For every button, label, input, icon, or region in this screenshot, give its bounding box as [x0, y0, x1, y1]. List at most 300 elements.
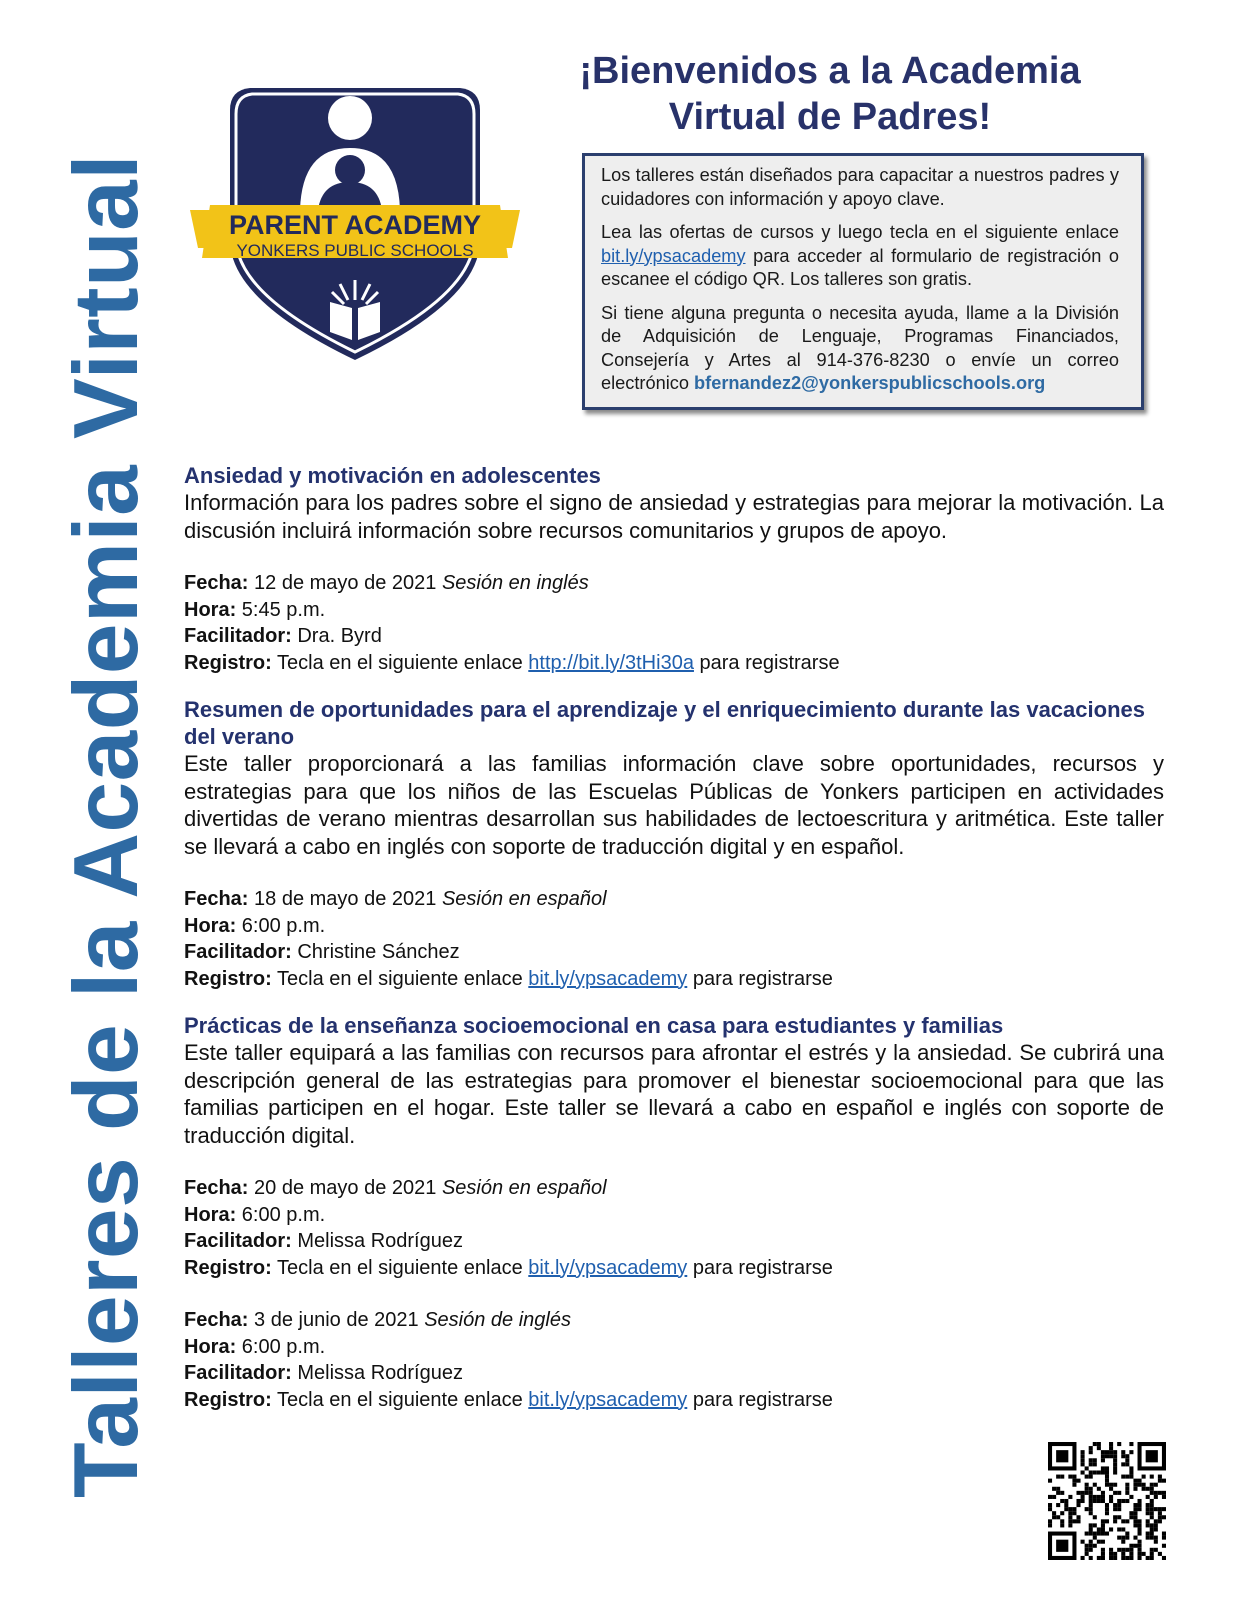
- qr-module: [1093, 1495, 1097, 1499]
- qr-module: [1113, 1450, 1117, 1454]
- session-facilitator: Christine Sánchez: [297, 941, 460, 963]
- qr-module: [1133, 1503, 1137, 1507]
- qr-module: [1121, 1499, 1125, 1503]
- hora-label: Hora:: [184, 1203, 237, 1226]
- qr-module: [1093, 1442, 1097, 1446]
- qr-module: [1048, 1519, 1052, 1523]
- qr-module: [1072, 1507, 1076, 1511]
- qr-module: [1158, 1491, 1162, 1495]
- qr-module: [1068, 1511, 1072, 1515]
- qr-module: [1133, 1536, 1137, 1540]
- workshop-item: [184, 696, 1164, 992]
- qr-module: [1089, 1470, 1093, 1474]
- session-details: [184, 886, 1164, 992]
- qr-module: [1133, 1483, 1137, 1487]
- session-date: 3 de junio de 2021: [254, 1309, 419, 1331]
- qr-module: [1052, 1495, 1056, 1499]
- qr-module: [1068, 1507, 1072, 1511]
- qr-module: [1113, 1491, 1117, 1495]
- qr-module: [1101, 1527, 1105, 1531]
- qr-finder: [1146, 1450, 1158, 1462]
- qr-module: [1129, 1515, 1133, 1519]
- qr-module: [1121, 1527, 1125, 1531]
- qr-module: [1109, 1446, 1113, 1450]
- qr-module: [1109, 1454, 1113, 1458]
- session-time: 6:00 p.m.: [241, 914, 326, 937]
- qr-module: [1113, 1466, 1117, 1470]
- session-facilitator: Melissa Rodríguez: [297, 1362, 463, 1384]
- session-time: 6:00 p.m.: [241, 1335, 326, 1358]
- qr-module: [1093, 1532, 1097, 1536]
- qr-module: [1085, 1532, 1089, 1536]
- qr-module: [1150, 1475, 1154, 1479]
- qr-module: [1109, 1552, 1113, 1556]
- qr-module: [1117, 1503, 1121, 1507]
- qr-module: [1093, 1483, 1097, 1487]
- facilitador-label: Facilitador:: [184, 1230, 292, 1252]
- hora-label: Hora:: [184, 1335, 237, 1358]
- qr-module: [1117, 1507, 1121, 1511]
- qr-module: [1129, 1552, 1133, 1556]
- qr-module: [1076, 1515, 1080, 1519]
- qr-module: [1117, 1499, 1121, 1503]
- facilitador-label: Facilitador:: [184, 1362, 292, 1384]
- qr-module: [1052, 1511, 1056, 1515]
- qr-module: [1105, 1519, 1109, 1523]
- session-language: Sesión en español: [441, 888, 607, 910]
- facilitador-label: Facilitador:: [184, 625, 292, 647]
- qr-module: [1133, 1479, 1137, 1483]
- qr-module: [1097, 1556, 1101, 1560]
- qr-module: [1089, 1544, 1093, 1548]
- workshop-item: [184, 1012, 1164, 1413]
- qr-module: [1154, 1523, 1158, 1527]
- session-details: [184, 1307, 1164, 1413]
- qr-module: [1101, 1532, 1105, 1536]
- session-facilitator: Melissa Rodríguez: [297, 1230, 463, 1252]
- session-details: [184, 1175, 1164, 1281]
- qr-module: [1064, 1507, 1068, 1511]
- qr-module: [1154, 1527, 1158, 1531]
- qr-module: [1101, 1495, 1105, 1499]
- registro-text: Tecla en el siguiente enlace: [277, 1256, 523, 1279]
- qr-module: [1146, 1532, 1150, 1536]
- qr-module: [1113, 1556, 1117, 1560]
- qr-module: [1097, 1487, 1101, 1491]
- qr-module: [1089, 1458, 1093, 1462]
- qr-module: [1138, 1503, 1142, 1507]
- qr-module: [1146, 1523, 1150, 1527]
- qr-module: [1105, 1454, 1109, 1458]
- qr-module: [1162, 1479, 1166, 1483]
- qr-module: [1081, 1470, 1085, 1474]
- facilitador-label: Facilitador:: [184, 941, 292, 963]
- logo-text-1: PARENT ACADEMY: [228, 210, 482, 240]
- hora-label: Hora:: [184, 598, 237, 621]
- qr-module: [1129, 1466, 1133, 1470]
- qr-module: [1113, 1458, 1117, 1462]
- qr-module: [1064, 1503, 1068, 1507]
- qr-module: [1162, 1491, 1166, 1495]
- qr-module: [1121, 1475, 1125, 1479]
- welcome-heading: [560, 48, 1100, 140]
- qr-module: [1158, 1552, 1162, 1556]
- qr-module: [1060, 1491, 1064, 1495]
- qr-module: [1129, 1442, 1133, 1446]
- info-p2-text: Lea las ofertas de cursos y luego tecla en el siguiente enlace: [601, 222, 1119, 242]
- session-language: Sesión de inglés: [424, 1309, 571, 1331]
- qr-module: [1068, 1523, 1072, 1527]
- session-date: 18 de mayo de 2021: [254, 888, 437, 910]
- qr-module: [1125, 1499, 1129, 1503]
- email-link[interactable]: bfernandez2@yonkerspublicschools.org: [694, 373, 1046, 393]
- workshop-item: [184, 462, 1164, 676]
- session-details: [184, 570, 1164, 676]
- qr-module: [1085, 1466, 1089, 1470]
- qr-module: [1113, 1515, 1117, 1519]
- qr-module: [1056, 1503, 1060, 1507]
- qr-module: [1158, 1511, 1162, 1515]
- qr-module: [1097, 1446, 1101, 1450]
- qr-module: [1125, 1536, 1129, 1540]
- registration-link[interactable]: bit.ly/ypsacademy: [601, 245, 746, 266]
- qr-module: [1056, 1515, 1060, 1519]
- qr-module: [1146, 1503, 1150, 1507]
- welcome-line-1: ¡Bienvenidos a la Academia: [579, 50, 1081, 92]
- qr-module: [1093, 1523, 1097, 1527]
- registro-label: Registro:: [184, 1256, 272, 1279]
- qr-module: [1068, 1519, 1072, 1523]
- workshop-title: Ansiedad y motivación en adolescentes: [184, 463, 601, 488]
- qr-module: [1101, 1556, 1105, 1560]
- qr-module: [1093, 1499, 1097, 1503]
- qr-module: [1150, 1483, 1154, 1487]
- qr-module: [1121, 1556, 1125, 1560]
- qr-module: [1056, 1475, 1060, 1479]
- registro-post: para registrarse: [692, 1256, 833, 1279]
- qr-module: [1117, 1491, 1121, 1495]
- qr-module: [1150, 1536, 1154, 1540]
- qr-module: [1121, 1462, 1125, 1466]
- qr-module: [1085, 1552, 1089, 1556]
- qr-module: [1162, 1495, 1166, 1499]
- qr-module: [1133, 1519, 1137, 1523]
- info-paragraph-1: Los talleres están diseñados para capacitar a nuestros padres y cuidadores con información y apoyo clave.: [601, 165, 1119, 209]
- qr-module: [1154, 1483, 1158, 1487]
- qr-module: [1056, 1487, 1060, 1491]
- qr-module: [1133, 1544, 1137, 1548]
- qr-module: [1129, 1548, 1133, 1552]
- side-title: Talleres de la Academia Virtual: [56, 153, 157, 1498]
- qr-module: [1133, 1523, 1137, 1527]
- qr-module: [1105, 1470, 1109, 1474]
- qr-module: [1076, 1479, 1080, 1483]
- qr-module: [1081, 1495, 1085, 1499]
- qr-module: [1097, 1499, 1101, 1503]
- qr-module: [1101, 1548, 1105, 1552]
- qr-module: [1138, 1519, 1142, 1523]
- session-link[interactable]: bit.ly/ypsacademy: [528, 967, 688, 990]
- qr-module: [1121, 1450, 1125, 1454]
- qr-module: [1060, 1519, 1064, 1523]
- qr-module: [1089, 1511, 1093, 1515]
- qr-module: [1105, 1507, 1109, 1511]
- session-link[interactable]: bit.ly/ypsacademy: [528, 1388, 688, 1411]
- qr-module: [1158, 1475, 1162, 1479]
- qr-module: [1089, 1499, 1093, 1503]
- qr-module: [1158, 1519, 1162, 1523]
- qr-module: [1081, 1450, 1085, 1454]
- session-date: 20 de mayo de 2021: [254, 1177, 437, 1199]
- qr-module: [1101, 1454, 1105, 1458]
- qr-module: [1121, 1552, 1125, 1556]
- qr-module: [1154, 1540, 1158, 1544]
- qr-module: [1085, 1483, 1089, 1487]
- qr-module: [1105, 1479, 1109, 1483]
- qr-module: [1129, 1470, 1133, 1474]
- qr-module: [1060, 1499, 1064, 1503]
- qr-module: [1048, 1507, 1052, 1511]
- qr-module: [1068, 1515, 1072, 1519]
- qr-module: [1093, 1458, 1097, 1462]
- qr-module: [1060, 1475, 1064, 1479]
- qr-module: [1129, 1511, 1133, 1515]
- qr-module: [1146, 1536, 1150, 1540]
- qr-module: [1150, 1548, 1154, 1552]
- qr-module: [1105, 1466, 1109, 1470]
- qr-module: [1048, 1523, 1052, 1527]
- qr-module: [1052, 1515, 1056, 1519]
- session-link[interactable]: http://bit.ly/3tHi30a: [528, 651, 694, 674]
- qr-module: [1121, 1536, 1125, 1540]
- qr-module: [1154, 1536, 1158, 1540]
- session-time: 6:00 p.m.: [241, 1203, 326, 1226]
- qr-module: [1089, 1556, 1093, 1560]
- qr-module: [1113, 1503, 1117, 1507]
- qr-module: [1085, 1544, 1089, 1548]
- qr-module: [1133, 1515, 1137, 1519]
- welcome-line-2: Virtual de Padres!: [668, 96, 992, 138]
- registro-text: Tecla en el siguiente enlace: [277, 967, 523, 990]
- qr-module: [1146, 1507, 1150, 1511]
- qr-module: [1142, 1487, 1146, 1491]
- fecha-label: Fecha:: [184, 1177, 249, 1199]
- info-paragraph-3: [601, 302, 1119, 396]
- qr-module: [1085, 1487, 1089, 1491]
- qr-module: [1162, 1507, 1166, 1511]
- registro-post: para registrarse: [699, 651, 840, 674]
- qr-module: [1138, 1523, 1142, 1527]
- session-language: Sesión en inglés: [441, 572, 589, 594]
- qr-module: [1150, 1552, 1154, 1556]
- info-paragraph-2: [601, 221, 1119, 292]
- qr-module: [1154, 1491, 1158, 1495]
- qr-module: [1158, 1507, 1162, 1511]
- qr-module: [1113, 1454, 1117, 1458]
- qr-module: [1048, 1479, 1052, 1483]
- qr-module: [1101, 1552, 1105, 1556]
- qr-module: [1089, 1532, 1093, 1536]
- qr-module: [1109, 1499, 1113, 1503]
- qr-module: [1162, 1536, 1166, 1540]
- qr-module: [1109, 1442, 1113, 1446]
- qr-module: [1081, 1556, 1085, 1560]
- session-link[interactable]: bit.ly/ypsacademy: [528, 1256, 688, 1279]
- qr-module: [1076, 1519, 1080, 1523]
- qr-module: [1125, 1475, 1129, 1479]
- qr-module: [1138, 1552, 1142, 1556]
- qr-module: [1085, 1507, 1089, 1511]
- qr-module: [1125, 1548, 1129, 1552]
- qr-module: [1150, 1507, 1154, 1511]
- qr-module: [1121, 1519, 1125, 1523]
- qr-module: [1101, 1466, 1105, 1470]
- qr-module: [1125, 1458, 1129, 1462]
- qr-module: [1150, 1503, 1154, 1507]
- qr-module: [1138, 1499, 1142, 1503]
- qr-module: [1093, 1470, 1097, 1474]
- qr-module: [1117, 1548, 1121, 1552]
- qr-module: [1121, 1454, 1125, 1458]
- qr-module: [1142, 1552, 1146, 1556]
- qr-module: [1158, 1479, 1162, 1483]
- qr-module: [1093, 1544, 1097, 1548]
- qr-module: [1154, 1507, 1158, 1511]
- registro-label: Registro:: [184, 967, 272, 990]
- qr-module: [1154, 1548, 1158, 1552]
- qr-module: [1101, 1519, 1105, 1523]
- qr-module: [1121, 1540, 1125, 1544]
- qr-module: [1113, 1470, 1117, 1474]
- qr-module: [1105, 1483, 1109, 1487]
- qr-module: [1089, 1495, 1093, 1499]
- info-box: [582, 153, 1144, 410]
- qr-module: [1125, 1532, 1129, 1536]
- qr-module: [1125, 1487, 1129, 1491]
- qr-module: [1117, 1536, 1121, 1540]
- qr-module: [1089, 1523, 1093, 1527]
- qr-module: [1072, 1479, 1076, 1483]
- qr-module: [1138, 1527, 1142, 1531]
- qr-module: [1097, 1532, 1101, 1536]
- qr-module: [1097, 1442, 1101, 1446]
- logo-text-2: YONKERS PUBLIC SCHOOLS: [236, 241, 474, 260]
- session-language: Sesión en español: [441, 1177, 607, 1199]
- qr-module: [1085, 1548, 1089, 1552]
- fecha-label: Fecha:: [184, 1309, 249, 1331]
- qr-module: [1101, 1499, 1105, 1503]
- qr-module: [1133, 1511, 1137, 1515]
- qr-code-icon[interactable]: [1048, 1442, 1166, 1560]
- qr-module: [1138, 1556, 1142, 1560]
- qr-module: [1109, 1487, 1113, 1491]
- qr-module: [1072, 1483, 1076, 1487]
- qr-module: [1105, 1475, 1109, 1479]
- qr-module: [1109, 1556, 1113, 1560]
- qr-module: [1150, 1491, 1154, 1495]
- qr-module: [1162, 1544, 1166, 1548]
- qr-module: [1085, 1491, 1089, 1495]
- registro-label: Registro:: [184, 651, 272, 674]
- qr-module: [1129, 1495, 1133, 1499]
- qr-module: [1146, 1487, 1150, 1491]
- qr-module: [1056, 1491, 1060, 1495]
- qr-module: [1076, 1499, 1080, 1503]
- registro-label: Registro:: [184, 1388, 272, 1411]
- qr-module: [1068, 1495, 1072, 1499]
- qr-module: [1125, 1483, 1129, 1487]
- qr-module: [1101, 1540, 1105, 1544]
- qr-module: [1085, 1475, 1089, 1479]
- qr-module: [1138, 1479, 1142, 1483]
- qr-module: [1081, 1491, 1085, 1495]
- qr-module: [1105, 1450, 1109, 1454]
- session-facilitator: Dra. Byrd: [297, 625, 382, 647]
- workshop-description: Este taller equipará a las familias con recursos para afrontar el estrés y la ansiedad. Se cubrirá una descripción general de las estrategias para promover el bienestar socioemocional para que las familias participen en el hogar. Este taller se llevará a cabo en español e inglés con soporte de traducción digital.: [184, 1040, 1164, 1148]
- qr-module: [1146, 1556, 1150, 1560]
- workshop-description: Este taller proporcionará a las familias información clave sobre oportunidades, recursos y estrategias para que los niños de las Escuelas Públicas de Yonkers participen en actividades divertidas de verano mientras desarrollan sus habilidades de lectoescritura y aritmética. Este taller se llevará a cabo en inglés con soporte de traducción digital y en español.: [184, 751, 1164, 859]
- qr-module: [1125, 1454, 1129, 1458]
- workshop-description: Información para los padres sobre el signo de ansiedad y estrategias para mejorar la motivación. La discusión incluirá información sobre recursos comunitarios y grupos de apoyo.: [184, 490, 1164, 543]
- qr-module: [1081, 1458, 1085, 1462]
- qr-module: [1150, 1499, 1154, 1503]
- qr-module: [1138, 1532, 1142, 1536]
- qr-module: [1089, 1446, 1093, 1450]
- qr-module: [1060, 1523, 1064, 1527]
- qr-module: [1097, 1470, 1101, 1474]
- qr-module: [1072, 1511, 1076, 1515]
- info-p2-post: para acceder al formulario de registración o escanee el código QR. Los talleres son gratis.: [601, 245, 1120, 289]
- qr-module: [1150, 1511, 1154, 1515]
- qr-module: [1081, 1540, 1085, 1544]
- qr-module: [1052, 1487, 1056, 1491]
- qr-module: [1097, 1495, 1101, 1499]
- qr-module: [1072, 1519, 1076, 1523]
- qr-module: [1150, 1487, 1154, 1491]
- qr-module: [1093, 1515, 1097, 1519]
- qr-module: [1097, 1527, 1101, 1531]
- qr-module: [1162, 1556, 1166, 1560]
- qr-module: [1048, 1503, 1052, 1507]
- session-date: 12 de mayo de 2021: [254, 572, 437, 594]
- qr-module: [1089, 1487, 1093, 1491]
- qr-module: [1129, 1544, 1133, 1548]
- qr-module: [1129, 1556, 1133, 1560]
- qr-module: [1101, 1470, 1105, 1474]
- qr-module: [1117, 1515, 1121, 1519]
- qr-module: [1150, 1556, 1154, 1560]
- qr-module: [1113, 1483, 1117, 1487]
- qr-module: [1089, 1527, 1093, 1531]
- registro-text: Tecla en el siguiente enlace: [277, 1388, 523, 1411]
- qr-module: [1105, 1532, 1109, 1536]
- qr-module: [1138, 1540, 1142, 1544]
- qr-module: [1093, 1536, 1097, 1540]
- qr-module: [1076, 1491, 1080, 1495]
- qr-module: [1105, 1503, 1109, 1507]
- workshop-title: Prácticas de la enseñanza socioemocional en casa para estudiantes y familias: [184, 1013, 1004, 1038]
- qr-module: [1133, 1507, 1137, 1511]
- qr-module: [1068, 1475, 1072, 1479]
- qr-module: [1146, 1519, 1150, 1523]
- qr-module: [1138, 1507, 1142, 1511]
- qr-module: [1133, 1487, 1137, 1491]
- qr-module: [1150, 1527, 1154, 1531]
- qr-module: [1113, 1519, 1117, 1523]
- qr-module: [1117, 1527, 1121, 1531]
- qr-module: [1097, 1540, 1101, 1544]
- qr-module: [1105, 1511, 1109, 1515]
